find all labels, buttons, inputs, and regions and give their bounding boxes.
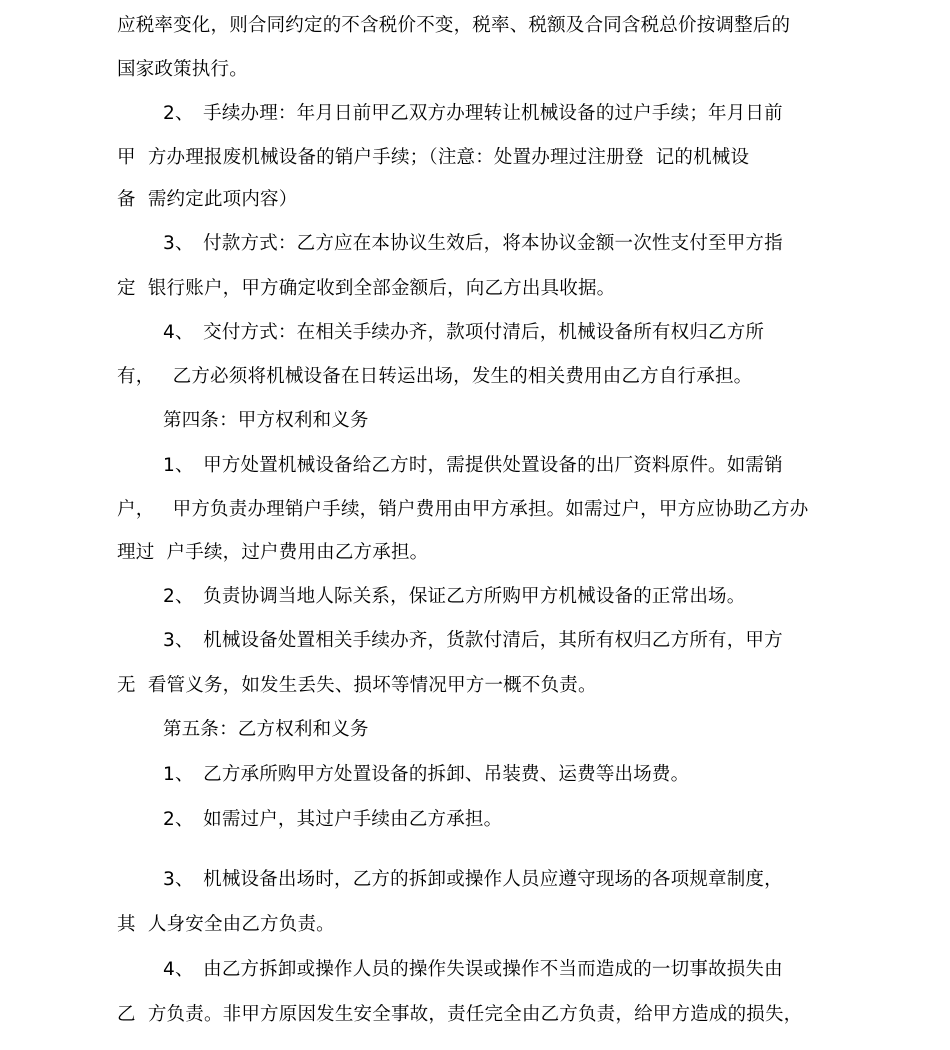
clause-1-line: 1、 乙方承所购甲方处置设备的拆卸、吊装费、运费等出场费。 [163, 764, 690, 785]
text-line: 乙 方负责。非甲方原因发生安全事故，责任完全由乙方负责，给甲方造成的损失， [117, 1004, 803, 1025]
clause-3-line: 3、 机械设备出场时，乙方的拆卸或操作人员应遵守现场的各项规章制度， [163, 869, 783, 890]
clause-1-line: 1、 甲方处置机械设备给乙方时，需提供处置设备的出厂资料原件。如需销 [163, 455, 783, 476]
text-line: 无 看管义务，如发生丢失、损坏等情况甲方一概不负责。 [117, 675, 597, 696]
clause-4-line: 4、 由乙方拆卸或操作人员的操作失误或操作不当而造成的一切事故损失由 [163, 959, 783, 980]
text-line: 其 人身安全由乙方负责。 [117, 914, 335, 935]
clause-2-line: 2、 手续办理：年月日前甲乙双方办理转让机械设备的过户手续；年月日前 [163, 103, 783, 124]
text-line: 户， 甲方负责办理销户手续，销户费用由甲方承担。如需过户，甲方应协助乙方办 [117, 499, 809, 520]
text-line: 甲 方办理报废机械设备的销户手续；（注意：处置办理过注册登 记的机械设 [117, 147, 750, 168]
section-heading: 第四条：甲方权利和义务 [163, 410, 369, 431]
text-line: 国家政策执行。 [117, 59, 248, 80]
section-heading: 第五条：乙方权利和义务 [163, 719, 369, 740]
text-line: 应税率变化，则合同约定的不含税价不变，税率、税额及合同含税总价按调整后的 [117, 15, 791, 36]
text-line: 备 需约定此项内容） [117, 189, 298, 210]
clause-2-line: 2、 如需过户，其过户手续由乙方承担。 [163, 809, 503, 830]
clause-4-line: 4、 交付方式：在相关手续办齐，款项付清后，机械设备所有权归乙方所 [163, 322, 765, 343]
clause-2-line: 2、 负责协调当地人际关系，保证乙方所购甲方机械设备的正常出场。 [163, 586, 746, 607]
clause-3-line: 3、 付款方式：乙方应在本协议生效后，将本协议金额一次性支付至甲方指 [163, 233, 783, 254]
text-line: 有， 乙方必须将机械设备在日转运出场，发生的相关费用由乙方自行承担。 [117, 366, 753, 387]
text-line: 定 银行账户，甲方确定收到全部金额后，向乙方出具收据。 [117, 278, 616, 299]
text-line: 理过 户手续，过户费用由乙方承担。 [117, 542, 429, 563]
clause-3-line: 3、 机械设备处置相关手续办齐，货款付清后，其所有权归乙方所有，甲方 [163, 630, 783, 651]
